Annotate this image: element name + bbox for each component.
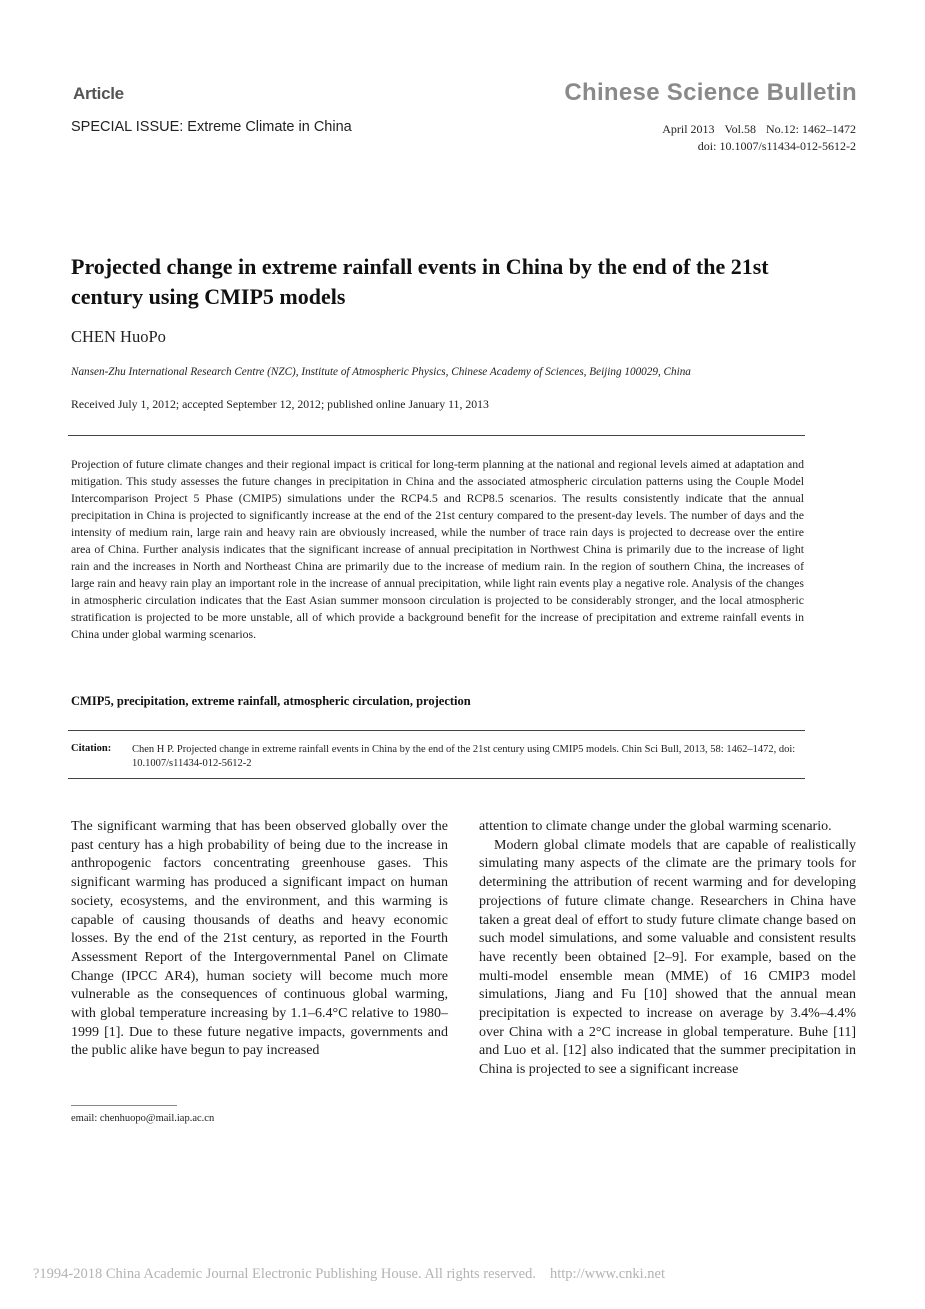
copyright-text: ?1994-2018 China Academic Journal Electronic Publishing House. All rights reserved. — [33, 1266, 536, 1282]
author-name: CHEN HuoPo — [71, 327, 166, 346]
author-affiliation: Nansen-Zhu International Research Centre (NZC), Institute of Atmospheric Physics, Chinese Academy of Sciences, Beijing 100029, China — [71, 366, 691, 378]
body-paragraph: attention to climate change under the global warming scenario. — [479, 819, 832, 834]
header-doi: doi: 10.1007/s11434-012-5612-2 — [697, 139, 856, 153]
article-label: Article — [73, 84, 124, 103]
issue-info — [662, 121, 856, 155]
keywords: CMIP5, precipitation, extreme rainfall, atmospheric circulation, projection — [71, 694, 471, 708]
abstract-text: Projection of future climate changes and their regional impact is critical for long-term planning at the national and regional levels aimed at adaptation and mitigation. This study assesses the future changes in precipitation in China and the associated atmospheric circulation patterns using the Couple Model Intercomparison Project 5 Phase (CMIP5) simulations under the RCP4.5 and RCP8.5 scenarios. The results consistently indicate that the annual precipitation in China is projected to significantly increase at the end of the 21st century compared to the present-day levels. The number of days and the intensity of medium rain, large rain and heavy rain are obviously increased, while the number of trace rain days is projected to decrease over the entire area of China. Further analysis indicates that the significant increase of annual precipitation in Northwest China is primarily due to the increase of light rain and the increases in North and Northeast China are primarily due to the increase of medium rain. In the region of southern China, the increases of large rain and heavy rain play an important role in the increase of annual precipitation, while light rain events play a negative role. Analysis of the changes in atmospheric circulation indicates that the East Asian summer monsoon circulation is projected to be considerably stronger, and the local atmospheric stratification is projected to be more unstable, all of which provide a background benefit for the increase of precipitation and extreme rainfall events in China under global warming scenarios. — [71, 457, 804, 641]
citation-text: Chen H P. Projected change in extreme rainfall events in China by the end of the 21st century using CMIP5 models. Chin Sci Bull, 2013, 58: 1462–1472, doi: 10.1007/s11434-012-5612-2 — [132, 744, 796, 769]
issue-volume: Vol.58 — [724, 122, 756, 136]
body-column-left: The significant warming that has been observed globally over the past century has a high probability of being due to the increase in anthropogenic factors concentrating greenhouse gases. This significant warming has produced a significant impact on human society, ecosystems, and the environment, and this warming is capable of causing thousands of deaths and heavy economic losses. By the end of the 21st century, as reported in the Fourth Assessment Report of the Intergovernmental Panel on Climate Change (IPCC AR4), human society will become much more vulnerable as the consequences of continuous global warming, with global temperature increasing by 1.1–6.4°C relative to 1980–1999 [1]. Due to these future negative impacts, governments and the public alike have begun to pay increased — [71, 819, 448, 1059]
footnote-rule — [71, 1105, 177, 1106]
issue-number-pages: No.12: 1462–1472 — [766, 122, 856, 136]
cnki-link[interactable]: http://www.cnki.net — [549, 1266, 666, 1282]
publication-dates: Received July 1, 2012; accepted September 12, 2012; published online January 11, 2013 — [71, 397, 489, 411]
body-paragraph: Modern global climate models that are capable of realistically simulating many aspects of the climate are the primary tools for determining the attribution of recent warming and for developing projections of future climate change. Researchers in China have taken a great deal of effort to study future climate change based on such model simulations, and some valuable and consistent results have recently been obtained [2–9]. For example, based on the multi-model ensemble mean (MME) of 16 CMIP3 model simulations, Jiang and Fu [10] showed that the annual mean precipitation is expected to increase on average by 3.4%–4.4% over China with a 2°C increase in global temperature. Buhe [11] and Luo et al. [12] also indicated that the summer precipitation in China is projected to see a significant increase — [479, 837, 856, 1078]
citation-top-rule — [68, 730, 805, 731]
citation-bottom-rule — [68, 778, 805, 779]
abstract-top-rule — [68, 435, 805, 436]
special-issue-label: SPECIAL ISSUE: Extreme Climate in China — [71, 119, 352, 135]
citation-label: Citation: — [71, 743, 112, 754]
copyright-footer — [33, 1266, 665, 1283]
body-column-right — [479, 818, 856, 1080]
issue-line — [662, 121, 856, 138]
issue-date: April 2013 — [662, 122, 715, 136]
journal-name: Chinese Science Bulletin — [564, 79, 857, 106]
paper-title: Projected change in extreme rainfall events in China by the end of the 21st century using CMIP5 models — [71, 254, 769, 309]
author-email-footnote: email: chenhuopo@mail.iap.ac.cn — [71, 1113, 215, 1124]
